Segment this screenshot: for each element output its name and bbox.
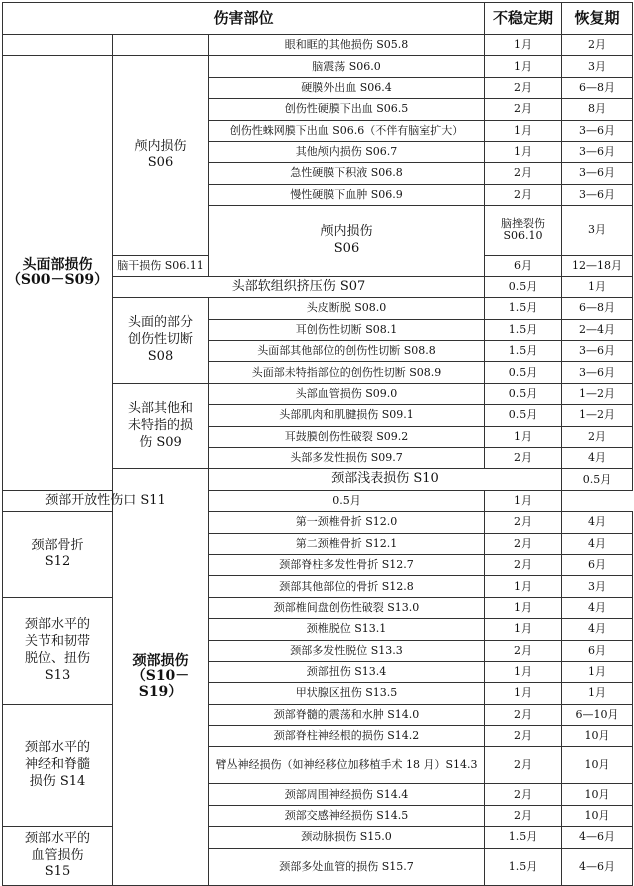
unstable-value: 1月 <box>485 597 562 618</box>
group-code: （S10－S19） <box>131 668 190 700</box>
injury-name: 颈部椎间盘创伤性破裂 S13.0 <box>209 597 485 618</box>
recovery-value: 10月 <box>562 784 633 805</box>
recovery-value: 4月 <box>562 448 633 469</box>
subgroup-name: 颅内损伤 <box>134 138 187 154</box>
subgroup-code: S13 <box>44 667 71 683</box>
injury-name: 创伤性蛛网膜下出血 S06.6（不伴有脑室扩大） <box>209 120 485 141</box>
unstable-value: 1月 <box>485 56 562 77</box>
unstable-value: 2月 <box>485 184 562 205</box>
subgroup-line: 颈部水平的 <box>24 740 90 756</box>
unstable-value: 0.5月 <box>485 405 562 426</box>
subgroup-line: 伤 S09 <box>139 434 182 450</box>
group-name: 头面部损伤 <box>22 256 93 273</box>
injury-name: 头部软组织挤压伤 S07 <box>113 276 485 297</box>
injury-name: 颈部多处血管的损伤 S15.7 <box>209 848 485 885</box>
unstable-value: 0.5月 <box>485 383 562 404</box>
recovery-value: 4月 <box>562 512 633 533</box>
injury-name: 颈椎脱位 S13.1 <box>209 619 485 640</box>
subgroup-s08 <box>113 298 209 384</box>
injury-name: 甲状腺区扭伤 S13.5 <box>209 683 485 704</box>
unstable-value: 1月 <box>485 619 562 640</box>
recovery-value: 8月 <box>562 99 633 120</box>
unstable-value: 0.5月 <box>485 276 562 297</box>
unstable-value: 2月 <box>485 77 562 98</box>
subgroup-line: 未特指的损 <box>127 417 193 433</box>
unstable-value: 0.5月 <box>562 469 633 490</box>
injury-name: 颈部浅表损伤 S10 <box>209 469 562 490</box>
injury-name: 颈部多发性脱位 S13.3 <box>209 640 485 661</box>
unstable-value: 1月 <box>485 661 562 682</box>
unstable-value: 1.5月 <box>485 341 562 362</box>
unstable-value: 2月 <box>485 747 562 784</box>
unstable-value: 2月 <box>485 163 562 184</box>
subgroup-s14 <box>3 704 113 827</box>
injury-name: 头面部其他部位的创伤性切断 S08.8 <box>209 341 485 362</box>
recovery-value: 3—6月 <box>562 141 633 162</box>
injury-name: 头部多发性损伤 S09.7 <box>209 448 485 469</box>
injury-name: 臂丛神经损伤（如神经移位加移植手术 18 月）S14.3 <box>209 747 485 784</box>
unstable-value: 2月 <box>485 726 562 747</box>
recovery-value: 4—6月 <box>562 848 633 885</box>
injury-name: 耳鼓膜创伤性破裂 S09.2 <box>209 426 485 447</box>
injury-name: 颈部开放性伤口 S11 <box>3 490 209 511</box>
unstable-value: 1月 <box>485 426 562 447</box>
subgroup-code: S12 <box>44 554 71 570</box>
subgroup-s15 <box>3 827 113 885</box>
recovery-value: 1—2月 <box>562 405 633 426</box>
unstable-value: 2月 <box>485 533 562 554</box>
table-row <box>3 827 633 848</box>
subgroup-name: 颈部骨折 <box>31 537 84 553</box>
recovery-value: 6—8月 <box>562 77 633 98</box>
header-recovery-period: 恢复期 <box>562 3 633 35</box>
recovery-value: 10月 <box>562 805 633 826</box>
injury-name: 创伤性硬膜下出血 S06.5 <box>209 99 485 120</box>
recovery-value: 1月 <box>562 276 633 297</box>
subgroup-code: S06 <box>333 241 360 256</box>
subgroup-line: 神经和脊髓 <box>24 757 90 773</box>
injury-name: 头部血管损伤 S09.0 <box>209 383 485 404</box>
unstable-value: 6月 <box>485 255 562 276</box>
unstable-value: 2月 <box>485 99 562 120</box>
injury-name: 脑挫裂伤 S06.10 <box>485 206 562 255</box>
recovery-value: 6—10月 <box>562 704 633 725</box>
recovery-value: 3—6月 <box>562 120 633 141</box>
subgroup-line: 头面的部分 <box>127 315 193 331</box>
unstable-value: 1.5月 <box>485 298 562 319</box>
injury-name: 颈部扭伤 S13.4 <box>209 661 485 682</box>
injury-name: 急性硬膜下积液 S06.8 <box>209 163 485 184</box>
injury-name: 颈部交感神经损伤 S14.5 <box>209 805 485 826</box>
unstable-value: 2月 <box>485 640 562 661</box>
unstable-value: 0.5月 <box>209 490 485 511</box>
subgroup-name: 颅内损伤 <box>320 224 373 240</box>
table-row <box>3 490 633 511</box>
recovery-value: 1月 <box>562 683 633 704</box>
recovery-value: 1—2月 <box>562 383 633 404</box>
subgroup-code: S06 <box>147 155 174 171</box>
recovery-value: 4—6月 <box>562 827 633 848</box>
injury-name: 颈动脉损伤 S15.0 <box>209 827 485 848</box>
unstable-value: 2月 <box>485 784 562 805</box>
injury-name: 颈部脊髓的震荡和水肿 S14.0 <box>209 704 485 725</box>
injury-name: 慢性硬膜下血肿 S06.9 <box>209 184 485 205</box>
recovery-value: 4月 <box>562 533 633 554</box>
recovery-value: 4月 <box>562 597 633 618</box>
subgroup-line: 血管损伤 <box>31 847 84 863</box>
group-head-injuries <box>3 56 113 490</box>
table-row <box>3 512 633 533</box>
unstable-value: 0.5月 <box>485 362 562 383</box>
unstable-value: 1月 <box>485 683 562 704</box>
unstable-value: 1.5月 <box>485 319 562 340</box>
recovery-value: 3—6月 <box>562 341 633 362</box>
subgroup-line: 关节和韧带 <box>24 633 90 649</box>
subgroup-code: S08 <box>147 349 174 364</box>
subgroup-code: S15 <box>44 864 71 880</box>
recovery-value: 10月 <box>562 747 633 784</box>
recovery-value: 12—18月 <box>562 255 633 276</box>
injury-name: 颈部周围神经损伤 S14.4 <box>209 784 485 805</box>
subgroup-line: 颈部水平的 <box>24 616 90 632</box>
recovery-value: 3—6月 <box>562 163 633 184</box>
injury-name: 耳创伤性切断 S08.1 <box>209 319 485 340</box>
injury-name: 头皮断脱 S08.0 <box>209 298 485 319</box>
header-injury-site: 伤害部位 <box>3 3 485 35</box>
injury-name: 眼和眶的其他损伤 S05.8 <box>209 35 485 56</box>
subgroup-line: 头部其他和 <box>127 400 193 416</box>
group-name: 颈部损伤 <box>132 652 189 669</box>
recovery-value: 6月 <box>562 554 633 575</box>
recovery-value: 10月 <box>562 726 633 747</box>
recovery-value: 4月 <box>562 619 633 640</box>
unstable-value: 1月 <box>485 141 562 162</box>
unstable-value: 2月 <box>485 805 562 826</box>
recovery-value: 2—4月 <box>562 319 633 340</box>
recovery-value: 3月 <box>562 56 633 77</box>
header-unstable-period: 不稳定期 <box>485 3 562 35</box>
injury-name: 颈部脊柱多发性骨折 S12.7 <box>209 554 485 575</box>
table-row <box>3 704 633 725</box>
injury-name: 脑震荡 S06.0 <box>209 56 485 77</box>
unstable-value: 2月 <box>485 554 562 575</box>
subgroup-line: 创伤性切断 <box>127 332 193 348</box>
unstable-value: 1.5月 <box>485 827 562 848</box>
injury-name: 颈部脊柱神经根的损伤 S14.2 <box>209 726 485 747</box>
unstable-value: 1.5月 <box>485 848 562 885</box>
injury-name: 头面部未特指部位的创伤性切断 S08.9 <box>209 362 485 383</box>
subgroup-line: 脱位、扭伤 <box>24 650 90 666</box>
unstable-value: 2月 <box>485 704 562 725</box>
injury-name: 其他颅内损伤 S06.7 <box>209 141 485 162</box>
recovery-value: 1月 <box>485 490 562 511</box>
table-row <box>3 597 633 618</box>
table-row <box>3 35 633 56</box>
recovery-value: 3—6月 <box>562 362 633 383</box>
recovery-value: 2月 <box>562 35 633 56</box>
injury-name: 颈部其他部位的骨折 S12.8 <box>209 576 485 597</box>
injury-name: 第二颈椎骨折 S12.1 <box>209 533 485 554</box>
injury-name: 头部肌肉和肌腱损伤 S09.1 <box>209 405 485 426</box>
subgroup-s13 <box>3 597 113 704</box>
injury-period-table <box>2 2 633 886</box>
subgroup-s06-b <box>209 206 485 277</box>
table-row <box>3 56 633 77</box>
unstable-value: 2月 <box>485 448 562 469</box>
recovery-value: 6月 <box>562 640 633 661</box>
recovery-value: 3—6月 <box>562 184 633 205</box>
recovery-value: 2月 <box>562 426 633 447</box>
subgroup-cell-empty <box>113 35 209 56</box>
recovery-value: 6—8月 <box>562 298 633 319</box>
recovery-value: 1月 <box>562 661 633 682</box>
unstable-value: 3月 <box>562 206 633 255</box>
subgroup-s06-a <box>113 56 209 255</box>
subgroup-line: 颈部水平的 <box>24 830 90 846</box>
group-cell-empty <box>3 35 113 56</box>
subgroup-line: 损伤 S14 <box>29 773 86 789</box>
header-row <box>3 3 633 35</box>
unstable-value: 1月 <box>485 576 562 597</box>
group-neck-injuries <box>113 469 209 885</box>
group-code: （S00－S09） <box>6 272 109 289</box>
subgroup-s09 <box>113 383 209 469</box>
unstable-value: 1月 <box>485 35 562 56</box>
unstable-value: 1月 <box>485 120 562 141</box>
injury-name: 脑干损伤 S06.11 <box>113 255 209 276</box>
unstable-value: 2月 <box>485 512 562 533</box>
injury-name: 硬膜外出血 S06.4 <box>209 77 485 98</box>
subgroup-s12 <box>3 512 113 598</box>
injury-name: 第一颈椎骨折 S12.0 <box>209 512 485 533</box>
recovery-value: 3月 <box>562 576 633 597</box>
